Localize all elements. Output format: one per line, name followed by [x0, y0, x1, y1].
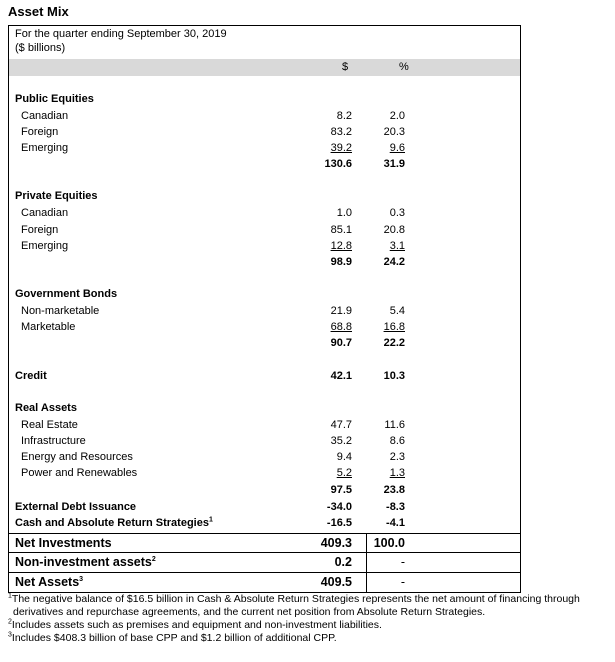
pct-value: -	[400, 555, 405, 569]
dollar-value: 409.5	[320, 575, 352, 589]
dollar-value: -16.5	[326, 517, 352, 529]
subtotal-pct: 31.9	[383, 158, 405, 170]
net-assets-row	[9, 572, 520, 592]
dollar-value: 12.8	[330, 240, 352, 252]
external-debt-row	[9, 500, 520, 516]
section-label: Private Equities	[15, 190, 98, 202]
pct-value: 8.6	[389, 435, 405, 447]
subtotal-dollar: 130.6	[324, 158, 352, 170]
subtotal-pct: 22.2	[383, 337, 405, 349]
section-label: Public Equities	[15, 93, 94, 105]
dollar-value: -34.0	[326, 501, 352, 513]
row-label: External Debt Issuance	[15, 501, 137, 513]
footnote-marker: 2	[151, 555, 156, 563]
pct-value: 2.0	[389, 110, 405, 122]
pct-value: 20.8	[383, 224, 405, 236]
column-header-bar	[9, 59, 520, 76]
col-header-dollar: $	[342, 61, 349, 73]
section-label: Real Assets	[15, 402, 77, 414]
dollar-value: 5.2	[336, 467, 352, 479]
dollar-value: 9.4	[336, 451, 352, 463]
table-row	[9, 206, 520, 222]
dollar-value: 21.9	[330, 305, 352, 317]
row-label: Real Estate	[21, 419, 78, 431]
table-row	[9, 141, 520, 157]
footnotes	[8, 593, 613, 645]
subtotal-dollar: 98.9	[330, 256, 352, 268]
pct-value: -8.3	[386, 501, 405, 513]
dollar-value: 35.2	[330, 435, 352, 447]
pct-value: 9.6	[389, 142, 405, 154]
subtotal-dollar: 97.5	[330, 484, 352, 496]
row-label: Foreign	[21, 126, 59, 138]
table-row	[9, 125, 520, 141]
row-label: Infrastructure	[21, 435, 86, 447]
subtotal-pct: 24.2	[383, 256, 405, 268]
subtotal-pct: 23.8	[383, 484, 405, 496]
dollar-value: 8.2	[336, 110, 352, 122]
row-label: Canadian	[21, 110, 69, 122]
pct-value: 100.0	[373, 536, 405, 550]
pct-value: 10.3	[383, 370, 405, 382]
cash-absolute-row	[9, 516, 520, 532]
subtotal-row	[9, 483, 520, 499]
dollar-value: 47.7	[330, 419, 352, 431]
pct-value: 2.3	[389, 451, 405, 463]
table-row	[9, 239, 520, 255]
row-label: Energy and Resources	[21, 451, 133, 463]
credit-row	[9, 369, 520, 385]
table-row	[9, 466, 520, 482]
row-label: Non-investment assets$^2$	[15, 555, 156, 569]
footnote-marker: 1	[208, 516, 213, 524]
table-row	[9, 418, 520, 434]
footnote-1-cont: derivatives and repurchase agreements, and the current net position from Absolute Return Strategies.	[13, 606, 486, 618]
pct-value: 20.3	[383, 126, 405, 138]
subtotal-dollar: 90.7	[330, 337, 352, 349]
pct-value: 5.4	[389, 305, 405, 317]
pct-value: 3.1	[389, 240, 405, 252]
row-label: Power and Renewables	[21, 467, 138, 479]
section-heading	[9, 92, 520, 108]
subtotal-row	[9, 336, 520, 352]
subtotal-row	[9, 157, 520, 173]
row-label: Marketable	[21, 321, 76, 333]
dollar-value: 1.0	[336, 207, 352, 219]
dollar-value: 68.8	[330, 321, 352, 333]
footnote-3: $^3$Includes $408.3 billion of base CPP and $1.2 billion of additional CPP.	[8, 631, 337, 644]
table-row	[9, 320, 520, 336]
dollar-value: 0.2	[334, 555, 352, 569]
pct-value: 11.6	[384, 419, 405, 431]
dollar-value: 42.1	[330, 370, 352, 382]
dollar-value: 83.2	[330, 126, 352, 138]
section-label: Government Bonds	[15, 288, 118, 300]
dollar-value: 85.1	[330, 224, 352, 236]
row-label: Emerging	[21, 240, 69, 252]
row-label: Net Investments	[15, 536, 112, 550]
section-heading	[9, 189, 520, 205]
page-title: Asset Mix	[8, 4, 69, 19]
units-caption: ($ billions)	[15, 42, 66, 54]
pct-value: 0.3	[389, 207, 405, 219]
row-label: Credit	[15, 370, 47, 382]
table-row	[9, 434, 520, 450]
asset-mix-table	[8, 25, 521, 593]
col-header-percent: %	[399, 61, 409, 73]
footnote-1: $^1$The negative balance of $16.5 billion in Cash & Absolute Return Strategies represents the net amount of financing through	[8, 592, 580, 605]
section-heading	[9, 401, 520, 417]
row-label: Foreign	[21, 224, 59, 236]
non-investment-row	[9, 552, 520, 572]
row-label: Canadian	[21, 207, 69, 219]
table-row	[9, 109, 520, 125]
row-label: Emerging	[21, 142, 69, 154]
pct-value: 1.3	[389, 467, 405, 479]
dollar-value: 39.2	[330, 142, 352, 154]
row-label: Cash and Absolute Return Strategies$^1$	[15, 516, 213, 529]
subtotal-row	[9, 255, 520, 271]
period-caption: For the quarter ending September 30, 2019	[15, 28, 227, 40]
pct-value: -4.1	[386, 517, 405, 529]
net-investments-row	[9, 533, 520, 553]
table-row	[9, 304, 520, 320]
pct-value: 16.8	[383, 321, 405, 333]
footnote-marker: 3	[79, 575, 84, 583]
table-row	[9, 223, 520, 239]
footnote-2: $^2$Includes assets such as premises and equipment and non-investment liabilities.	[8, 618, 382, 631]
dollar-value: 409.3	[320, 536, 352, 550]
table-row	[9, 450, 520, 466]
pct-value: -	[400, 575, 405, 589]
column-divider	[366, 533, 367, 593]
row-label: Net Assets$^3$	[15, 575, 84, 589]
row-label: Non-marketable	[21, 305, 100, 317]
section-heading	[9, 287, 520, 303]
